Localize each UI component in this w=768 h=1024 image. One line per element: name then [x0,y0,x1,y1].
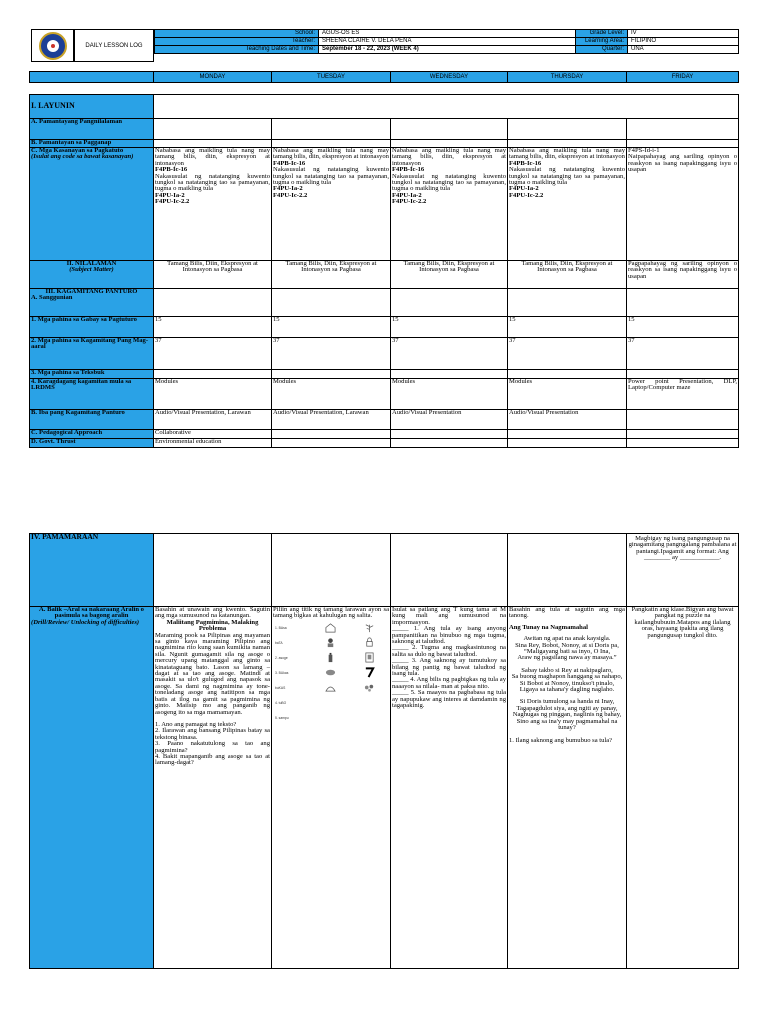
balik-aral-monday: Basahin at unawain ang kwento. Sagutin ang mga sumusunod na katanungan. Maliitang Pagmimina, Malaking Problema Maraming pook sa Pilipinas ang mayaman sa ginto kaya maraming Pilipino ang nagmimina rito kung saan kumikita naman sila. Ngunit gumagamit sila ng asoge o mercury upang matanggal ang ginto sa kinatataguang bato. Lason sa lamang –dagat at sa tao ang asoge. Matindi at masakit sa ulo't gulugod ang napasok sa asoge. Sa dami ng nagmimina ay tone-toneladang asoge ang natitipon sa mga batis at ilog na gamit sa pagmimina ng ginto. Maiisip mo ang panganib ng asogeng ito sa mga mamamayan. 1. Ano ang pamagat ng teksto? 2. Ilarawan ang bansang Pilipinas batay sa tekstong binasa. 3. Paano nakatutulong sa tao ang pagmimina? 4. Bakit mapanganib ang asoge sa tao at lamang-dagat? [154,607,272,969]
area-label: Learning Area: [576,38,628,46]
quarter-value: UNA [628,46,739,54]
layunin-heading: I. LAYUNIN [30,95,154,119]
gabay-wednesday: 15 [391,317,508,338]
kasanayan-monday: Nababasa ang maikling tula nang may tamang bilis, diin, ekspresyon at intonasyon F4PB-Ic-16 Nakasusulat ng natatanging kuwento tungkol sa natatanging tao sa pamayanan, tugma o maikling tula F4PU-Ia-2 F4PU-Ic-2.2 [154,148,272,261]
person-icon [314,637,349,649]
kagamitang-pang-mag-aaral-label: 2. Mga pahina sa Kagamitang Pang Mag-aaral [30,338,154,370]
balik-aral-wednesday: Isulat sa patlang ang T kung tama at M kung mali ang sumusunod na impormasyon. _____ 1. Ang tula ay isang anyong pampanitikan na binubuo ng mga tugma, saknong at taludtod. _____ 2. Tugma ang magkasintunog na salita sa dulo ng bawat taludtod. _____ 3. Ang saknong ay tumutukoy sa bilang ng pantig ng bawat taludtod ng isang tula. _____ 4. Ang bilis ng pagbigkas ng tula ay naaayon sa nilala- man at paksa nito. _____ 5. Sa maayos na pagbabasa ng tula ay napupukaw ang interes at damdamin ng tagapakinig. [391,607,508,969]
kasanayan-tuesday: Nababasa ang maikling tula nang may tamang bilis, diin, ekspresyon at intonasyon F4PB-Ic-16 Nakasusulat ng natatanging kuwento tungkol sa natatanging tao sa pamayanan, tugma o maikling tula F4PU-Ia-2 F4PU-Ic-2.2 [272,148,391,261]
kasanayan-sub: (Isulat ang code sa bawat kasanayan) [31,153,134,161]
poem-line: Si Doris tumulong sa handa ni Inay, [519,698,615,706]
poem-line: Sina Rey, Bobot, Nonoy, at si Doris pa, [515,641,619,649]
school-value: AGUS-OS ES [319,30,576,38]
poem-line: Sabay takbo si Rey at nakipaglaro, [521,666,613,674]
doc-title: DAILY LESSON LOG [74,29,154,62]
day-thursday: THURSDAY [508,72,627,83]
poem-line: Awitan ng apat na anak kaysigla. [523,635,611,643]
nilalaman-label: II. NILALAMAN (Subject Matter) [30,261,154,289]
quarter-label: Quarter: [576,46,628,54]
kpm-friday: 37 [627,338,739,370]
poem-line: Sino ang sa ina'y may pagmamahal na tunay? [516,717,618,732]
iba-tuesday: Audio/Visual Presentation, Larawan [272,410,391,430]
area-value: FILIPINO [628,38,739,46]
teksbuk-label: 3. Mga pahina sa Teksbuk [30,370,154,379]
iba-wednesday: Audio/Visual Presentation [391,410,508,430]
pedagogical-monday: Collaborative [154,430,272,439]
govt-thrust-monday: Environmental education [154,439,272,448]
govt-thrust-label: D. Govt. Thrust [30,439,154,448]
lrdms-monday: Modules [154,379,272,410]
poem-line: Naghugas ng pinggan, naglinis ng bahay, [512,711,622,719]
kagamitan-label: III. KAGAMITANG PANTURO A. Sanggunian [30,289,154,317]
balik-aral-thursday: Basahin ang tula at sagutin ang mga tanong. Ang Tunay na Nagmamahal Awitan ng apat na anak kaysigla. Sina Rey, Bobot, Nonoy, at si Doris pa, “Maligayang bati sa inyo, O Ina, Araw ng pagsilang nawa ay masaya.” Sabay takbo si Rey at nakipaglaro, Sa buong maghapon hanggang sa nahapo, Si Bobot at Nonoy, tinukso't pinalo, Ligaya sa tahana'y dagling naglaho. Si Doris tumulong sa handa ni Inay, Tagapagdulot siya, ang ngiti ay panay, Naghugas ng pinggan, naglinis ng bahay, Sino ang sa ina'y may pagmamahal na tunay? 1. Ilang saknong ang bumubuo sa tula? [508,607,627,969]
grade-value: IV [628,30,739,38]
lrdms-wednesday: Modules [391,379,508,410]
poem-title: Ang Tunay na Nagmamahal [509,623,588,631]
kpm-thursday: 37 [508,338,627,370]
balik-aral-friday: Pangkatin ang klase.Bigyan ang bawat pangkat ng puzzle na kailangbubuuin.Matapos ang ilalang oras, hayaang ipakita ang ilang pangungusap tungkol dito. [627,607,739,969]
house-icon [314,622,349,634]
pamantayang-pangnilalaman-label: A. Pamantayang Pangnilalaman [30,119,154,140]
picture-choice-grid: 1. BAsa baTA 2. asoge 3. BUkas buKAS 4. tuBO 5. sampu [273,620,389,726]
plant-icon [352,622,387,634]
kpm-wednesday: 37 [391,338,508,370]
poem-line: Tagapagdulot siya, ang ngiti ay panay, [516,704,618,712]
deped-seal-box [31,29,74,62]
balik-aral-label: A. Balik –Aral sa nakaraang Aralin o pasimula sa bagong aralin (Drill/Review/ Unlocking of difficulties) [30,607,154,969]
flowers-icon [352,682,387,694]
nilalaman-wednesday: Tamang Bilis, Diin, Ekspresyon at Intonasyon sa Pagbasa [391,261,508,289]
nilalaman-tuesday: Tamang Bilis, Diin, Ekspresyon at Intonasyon sa Pagbasa [272,261,391,289]
poem-line: Ligaya sa tahana'y dagling naglaho. [519,686,615,694]
teacher-label: Teacher: [155,38,319,46]
day-friday: FRIDAY [627,72,739,83]
door-icon [352,652,387,664]
deped-seal-icon [39,32,67,60]
header-right-table [575,29,739,54]
poem-line: Araw ng pagsilang nawa ay masaya.” [517,654,617,662]
pamamaraan-friday: Magbigay ng isang pangungusap na ginagamitang pangngalang pambalana at pantangi.Ipagamit ang format: Ang ________ ay ____________. [627,534,739,607]
procedure-table [29,533,739,969]
poem-line: “Maligayang bati sa inyo, O Ina, [523,648,611,656]
pamamaraan-heading: IV. PAMAMARAAN [30,534,154,607]
pamantayan-pagganap-label: B. Pamantayan sa Pagganap [30,140,154,148]
poem-line: Sa buong maghapon hanggang sa nahapo, [511,673,623,681]
gabay-tuesday: 15 [272,317,391,338]
pedagogical-label: C. Pedagogical Approach [30,430,154,439]
lrdms-friday: Power point Presentation, DLP, Laptop/Computer maze [627,379,739,410]
nilalaman-friday: Pagpapahayag ng sariling opinyon o reaskyon sa isang napakinggang isyu o usapan [627,261,739,289]
day-wednesday: WEDNESDAY [391,72,508,83]
objectives-table [29,94,739,448]
day-monday: MONDAY [154,72,272,83]
iba-monday: Audio/Visual Presentation, Larawan [154,410,272,430]
teacher-value: SHEENA CLAIRE V. DELA PENA [319,38,576,46]
bottle-icon [314,652,349,664]
kasanayan-label: C. Mga Kasanayan sa Pagkatuto (Isulat ang code sa bawat kasanayan) [30,148,154,261]
balik-aral-tuesday: Piliin ang titik ng tamang larawan ayon sa tamang bigkas at kahulugan ng salita. 1. BAsa baTA 2. asoge 3. BUkas buKAS 4. tuBO 5. sampu [272,607,391,969]
day-tuesday: TUESDAY [272,72,391,83]
grade-label: Grade Level: [576,30,628,38]
days-blank [30,72,154,83]
lock-icon [352,637,387,649]
kasanayan-friday: F4PS-Id-i-1 Naipapahayag ang sariling opinyon o reaskyon sa isang napakinggang isyu o usapan [627,148,739,261]
iba-pang-kagamitan-label: B. Iba pang Kagamitang Panturo [30,410,154,430]
lrdms-tuesday: Modules [272,379,391,410]
school-label: School: [155,30,319,38]
kasanayan-thursday: Nababasa ang maikling tula nang may tamang bilis, diin, ekspresyon at intonasyon F4PB-Ic-16 Nakasusulat ng natatanging kuwento tungkol sa natatanging tao sa pamayanan, tugma o maikling tula F4PU-Ia-2 F4PU-Ic-2.2 [508,148,627,261]
story-title: Maliitang Pagmimina, Malaking Problema [166,618,259,633]
iba-thursday: Audio/Visual Presentation [508,410,627,430]
dates-label: Teaching Dates and Time: [155,46,319,54]
pipe-icon [314,667,349,679]
gabay-thursday: 15 [508,317,627,338]
kpm-tuesday: 37 [272,338,391,370]
lrdms-label: 4. Karagdagang kagamitan mula sa LRDMS [30,379,154,410]
poem-body [509,636,625,731]
kasanayan-wednesday: Nababasa ang maikling tula nang may tamang bilis, diin, ekspresyon at intonasyon F4PB-Ic-16 Nakasusulat ng natatanging kuwento tungkol sa natatanging tao sa pamayanan, tugma o maikling tula F4PU-Ia-2 F4PU-Ic-2.2 [391,148,508,261]
header-left-table [154,29,576,54]
dates-value: September 18 - 22, 2023 (WEEK 4) [319,46,576,54]
gabay-label: 1. Mga pahina sa Gabay sa Pagtuturo [30,317,154,338]
cake-icon [314,682,349,694]
nilalaman-monday: Tamang Bilis, Diin, Ekspresyon at Intonasyon sa Pagbasa [154,261,272,289]
gabay-friday: 15 [627,317,739,338]
number-seven-icon [352,667,387,679]
kpm-monday: 37 [154,338,272,370]
gabay-monday: 15 [154,317,272,338]
poem-line: Si Bobot at Nonoy, tinukso't pinalo, [519,679,615,687]
lrdms-thursday: Modules [508,379,627,410]
days-header [29,71,739,83]
nilalaman-thursday: Tamang Bilis, Diin, Ekspresyon at Intonasyon sa Pagbasa [508,261,627,289]
